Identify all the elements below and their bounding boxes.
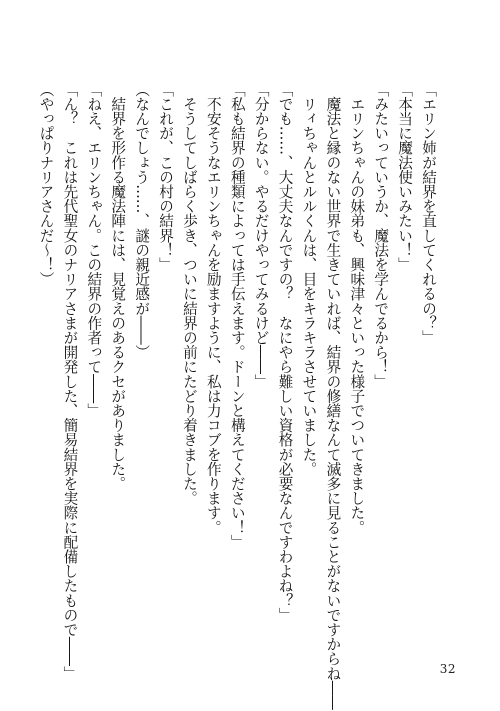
- text-line-4: エリンちゃんの妹弟も、興味津々といった様子でついてきました。: [348, 82, 366, 535]
- text-line-11: そうしてしばらく歩き、ついに結界の前にたどり着きました。: [180, 82, 198, 506]
- text-line-1: 「エリン姉が結界を直してくれるの？」: [420, 82, 437, 345]
- text-line-2: 「本当に魔法使いみたい！」: [396, 82, 414, 272]
- text-line-8: 「分からない。やるだけやってみるけど――」: [252, 82, 270, 389]
- text-line-10: 不安そうなエリンちゃんを励ますように、私は力コブを作ります。: [204, 82, 222, 535]
- text-line-13: （なんでしょう……、謎の親近感が――）: [133, 82, 151, 360]
- text-line-16: 「ん？ これは先代聖女のナリアさまが開発した、簡易結界を実際に配備したもので――」: [61, 82, 79, 681]
- text-line-14: 結界を形作る魔法陣には、見覚えのあるクセがありました。: [109, 82, 127, 491]
- vertical-text-body: [34, 82, 440, 710]
- text-line-7: 「でも……、大丈夫なんですの？ なにやら難しい資格が必要なんですわよね？」: [276, 82, 294, 623]
- text-line-9: 「私も結界の種類によっては手伝えます。ドーンと構えてください！」: [228, 82, 246, 550]
- text-line-6: リィちゃんとルルくんは、目をキラキラさせていました。: [300, 82, 318, 477]
- text-line-17: （やっぱりナリアさんだ～！）: [37, 82, 55, 287]
- page-number: 32: [439, 662, 456, 676]
- text-line-5: 魔法と縁のない世界で生きていれば、結界の修繕なんて滅多に見ることがないですからね――: [324, 82, 342, 710]
- text-line-12: 「これが、この村の結界！」: [157, 82, 175, 272]
- text-line-15: 「ねえ、エリンちゃん。この結界の作者って――」: [85, 82, 103, 418]
- text-line-3: 「みたいっていうか、魔法を学んでるから！」: [372, 82, 390, 389]
